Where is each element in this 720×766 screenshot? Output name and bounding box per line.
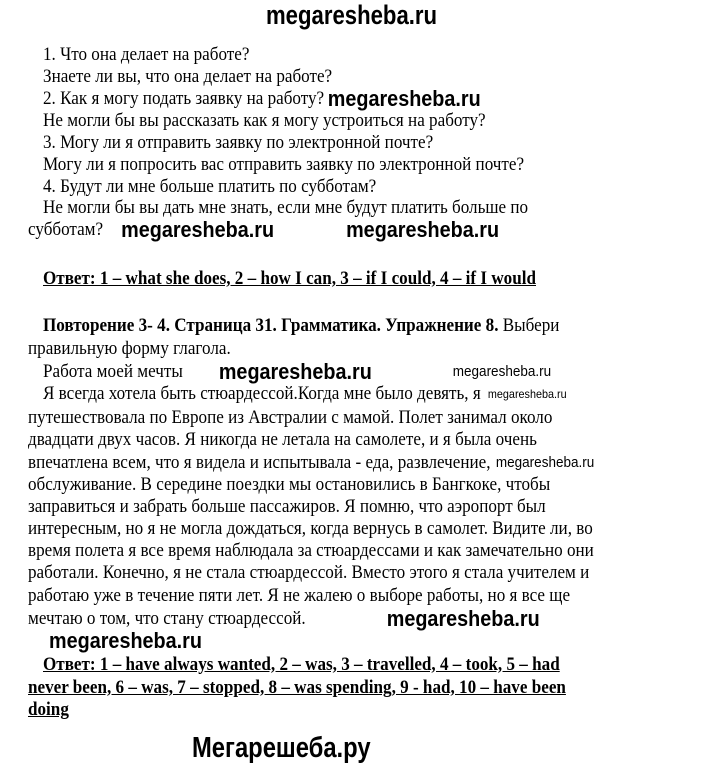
text-line: работаю уже в течение пяти лет. Я не жалею о выборе работы, но я все ще	[28, 585, 571, 606]
watermark: megaresheba.ru	[121, 217, 275, 242]
text: впечатлена всем, что я видела и испытывала - еда, развлечение,	[28, 452, 491, 473]
text: мечтаю о том, что стану стюардессой.	[28, 608, 306, 629]
watermark: megaresheba.ru	[346, 217, 500, 242]
text-line: Знаете ли вы, что она делает на работе?	[43, 66, 333, 87]
text-line: заправиться и забрать больше пассажиров. Я помню, что аэропорт был	[28, 496, 546, 517]
answer-2-line: doing	[28, 699, 69, 720]
text-line: 1. Что она делает на работе?	[43, 44, 250, 65]
watermark: megaresheba.ru	[452, 363, 552, 380]
text-title: Работа моей мечты	[43, 361, 183, 382]
answer-2-line: Ответ: 1 – have always wanted, 2 – was, 3 – travelled, 4 – took, 5 – had	[43, 654, 560, 675]
text-title-with-watermarks	[43, 361, 551, 383]
text-line: 4. Будут ли мне больше платить по субботам?	[43, 176, 377, 197]
text-line: Не могли бы вы рассказать как я могу устроиться на работу?	[43, 110, 486, 131]
text-line: работали. Конечно, я не стала стюардессой. Вместо этого я стала учителем и	[28, 562, 590, 583]
answer-1: Ответ: 1 – what she does, 2 – how I can, 3 – if I could, 4 – if I would	[43, 268, 537, 289]
text: 2. Как я могу подать заявку на работу?	[43, 88, 325, 109]
watermark: megaresheba.ru	[218, 359, 372, 384]
text-line: правильную форму глагола.	[28, 338, 231, 359]
text-line: Могу ли я попросить вас отправить заявку по электронной почте?	[43, 154, 525, 175]
text: Я всегда хотела быть стюардессой.Когда мне было девять, я	[43, 383, 481, 404]
text-line: время полета я все время наблюдала за стюардессами и как замечательно они	[28, 540, 594, 561]
text-line: 3. Могу ли я отправить заявку по электронной почте?	[43, 132, 434, 153]
site-header: megaresheba.ru	[266, 0, 438, 30]
exercise-heading-bold: Повторение 3- 4. Страница 31. Грамматика. Упражнение 8.	[43, 315, 499, 336]
text-line: путешествовала по Европе из Австралии с мамой. Полет занимал около	[28, 407, 553, 428]
text-line: двадцати двух часов. Я никогда не летала на самолете, и я была очень	[28, 429, 537, 450]
watermark-line	[49, 630, 202, 652]
text-line-with-watermark	[43, 383, 567, 405]
text-line-with-watermark	[28, 608, 540, 630]
site-footer: Мегарешеба.ру	[192, 732, 371, 764]
text-line: интересным, но я не могла дождаться, когда вернусь в самолет. Видите ли, во	[28, 518, 593, 539]
text-line: Не могли бы вы дать мне знать, если мне будут платить больше по	[43, 197, 529, 218]
exercise-heading-rest: Выбери	[498, 315, 560, 336]
text-line: обслуживание. В середине поездки мы остановились в Бангкоке, чтобы	[28, 474, 551, 495]
watermark: megaresheba.ru	[49, 628, 202, 653]
watermark: megaresheba.ru	[386, 606, 540, 631]
text-line-with-watermark	[43, 88, 481, 110]
text: субботам?	[28, 219, 104, 240]
watermark: megaresheba.ru	[487, 387, 567, 401]
watermark: megaresheba.ru	[327, 86, 481, 111]
text-line-with-watermark	[28, 219, 499, 241]
exercise-heading	[43, 315, 559, 337]
answer-2-line: never been, 6 – was, 7 – stopped, 8 – was spending, 9 - had, 10 – have been	[28, 677, 566, 698]
text-line-with-watermark	[28, 452, 594, 474]
watermark: megaresheba.ru	[495, 454, 595, 471]
